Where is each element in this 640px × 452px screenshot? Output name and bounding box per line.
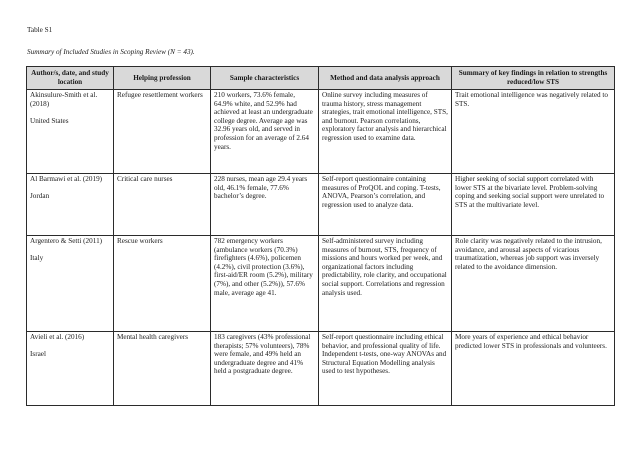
- table-caption: Summary of Included Studies in Scoping Review (N = 43).: [27, 48, 195, 56]
- table-label: Table S1: [27, 26, 53, 34]
- findings-cell: Higher seeking of social support correlated with lower STS at the bivariate level. Problem-solving coping and seeking social support were unrelated to STS at the multivariate level.: [452, 174, 615, 236]
- method-cell: Self-administered survey including measures of burnout, STS, frequency of missions and hours worked per week, and organizational factors including predictability, role clarity, and occupational social support. Correlations and regression analysis used.: [319, 236, 452, 332]
- findings-cell: Trait emotional intelligence was negatively related to STS.: [452, 90, 615, 174]
- studies-table: [26, 66, 615, 406]
- sample-cell: 183 caregivers (43% professional therapists; 57% volunteers), 78% were female, and 49% held an undergraduate degree and 41% held a postgraduate degree.: [211, 332, 319, 406]
- profession-cell: Refugee resettlement workers: [114, 90, 211, 174]
- method-cell: Self-report questionnaire containing measures of ProQOL and coping. T-tests, ANOVA, Pearson’s correlation, and regression used to analyze data.: [319, 174, 452, 236]
- table-row: [27, 332, 615, 406]
- sample-cell: 210 workers, 73.6% female, 64.9% white, and 52.9% had achieved at least an undergraduate college degree. Average age was 32.96 years old, and served in profession for an average of 2.64 years.: [211, 90, 319, 174]
- author-cell: [27, 174, 114, 236]
- profession-cell: Rescue workers: [114, 236, 211, 332]
- findings-cell: Role clarity was negatively related to the intrusion, avoidance, and arousal aspects of vicarious traumatization, whereas job support was inversely related to the avoidance dimension.: [452, 236, 615, 332]
- author-cell: [27, 236, 114, 332]
- author-citation: Avieli et al. (2016): [30, 333, 85, 341]
- study-location: United States: [30, 116, 69, 125]
- profession-cell: Critical care nurses: [114, 174, 211, 236]
- table-row: [27, 174, 615, 236]
- profession-cell: Mental health caregivers: [114, 332, 211, 406]
- column-header-findings: Summary of key findings in relation to strengths reduced/low STS: [452, 67, 615, 90]
- study-location: Jordan: [30, 192, 50, 201]
- method-cell: Self-report questionnaire including ethical behavior, and professional quality of life. Independent t-tests, one-way ANOVAs and Structural Equation Modelling analysis used to test hypotheses.: [319, 332, 452, 406]
- author-citation: Al Barmawi et al. (2019): [30, 175, 103, 183]
- table-row: [27, 236, 615, 332]
- author-cell: [27, 90, 114, 174]
- table-header-row: [27, 67, 615, 90]
- study-location: Italy: [30, 254, 44, 263]
- column-header-author: Author/s, date, and study location: [27, 67, 114, 90]
- sample-cell: 782 emergency workers (ambulance workers (70.3%) firefighters (4.6%), policemen (4.2%), civil protection (3.6%), first-aid/ER room (5.2%), military (7%), and other (5.2%)), 57.6% male, average age 41.: [211, 236, 319, 332]
- column-header-sample: Sample characteristics: [211, 67, 319, 90]
- column-header-profession: Helping profession: [114, 67, 211, 90]
- author-citation: Akinsulure-Smith et al. (2018): [30, 91, 98, 108]
- study-location: Israel: [30, 350, 46, 359]
- method-cell: Online survey including measures of trauma history, stress management strategies, trait emotional intelligence, STS, and burnout. Pearson correlations, exploratory factor analysis and hierarchical regression used to examine data.: [319, 90, 452, 174]
- author-cell: [27, 332, 114, 406]
- author-citation: Argentero & Setti (2011): [30, 237, 103, 245]
- column-header-method: Method and data analysis approach: [319, 67, 452, 90]
- table-row: [27, 90, 615, 174]
- findings-cell: More years of experience and ethical behavior predicted lower STS in professionals and volunteers.: [452, 332, 615, 406]
- sample-cell: 228 nurses, mean age 29.4 years old, 46.1% female, 77.6% bachelor’s degree.: [211, 174, 319, 236]
